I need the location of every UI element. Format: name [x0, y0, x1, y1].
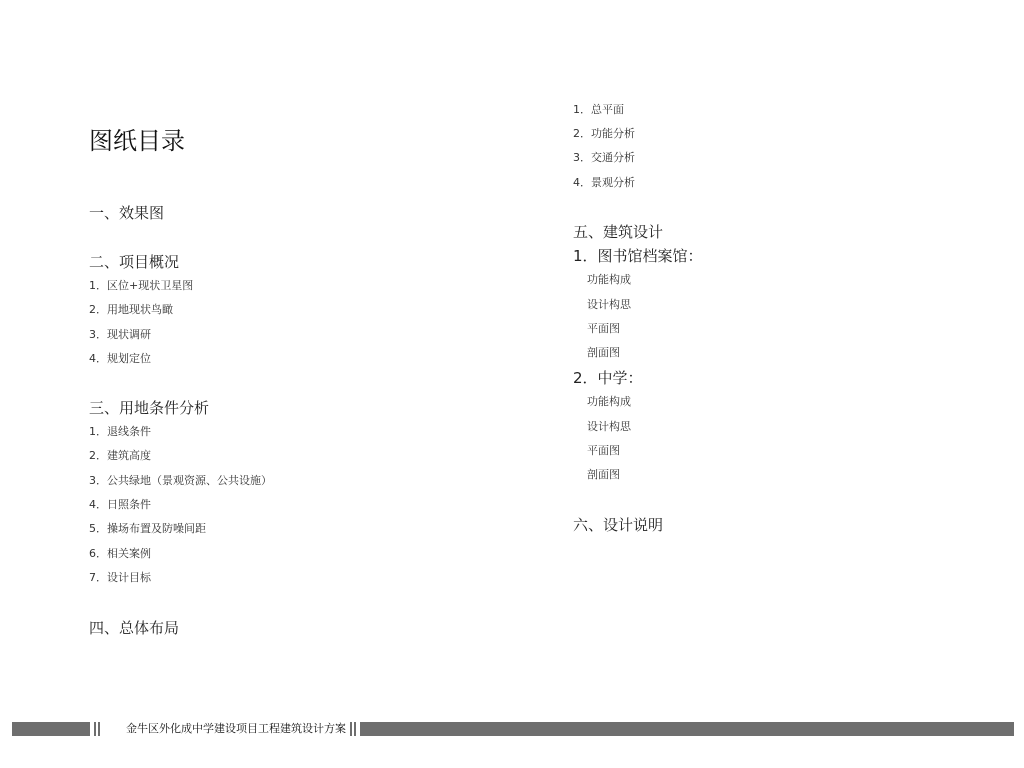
library-item: 平面图: [587, 322, 620, 335]
school-item: 剖面图: [587, 468, 620, 481]
school-item: 功能构成: [587, 395, 631, 408]
layout-item: 4．景观分析: [573, 176, 635, 189]
footer-divider: [94, 722, 96, 736]
library-item: 设计构思: [587, 298, 631, 311]
library-item: 剖面图: [587, 346, 620, 359]
section-renderings: 一、效果图: [89, 204, 165, 222]
section-layout: 四、总体布局: [89, 619, 180, 637]
site-analysis-item: 7．设计目标: [89, 571, 151, 584]
section-architecture: 五、建筑设计: [573, 223, 664, 241]
overview-item: 3．现状调研: [89, 328, 151, 341]
architecture-school: 2．中学：: [573, 369, 643, 387]
site-analysis-item: 6．相关案例: [89, 547, 151, 560]
footer-divider: [354, 722, 356, 736]
layout-item: 2．功能分析: [573, 127, 635, 140]
overview-item: 4．规划定位: [89, 352, 151, 365]
overview-item: 1．区位+现状卫星图: [89, 279, 194, 292]
architecture-library: 1．图书馆档案馆：: [573, 247, 703, 265]
library-item: 功能构成: [587, 273, 631, 286]
footer-divider: [350, 722, 352, 736]
site-analysis-item: 5．操场布置及防噪间距: [89, 522, 206, 535]
school-item: 平面图: [587, 444, 620, 457]
footer-bar-right: [360, 722, 1014, 736]
school-item: 设计构思: [587, 420, 631, 433]
site-analysis-item: 4．日照条件: [89, 498, 151, 511]
layout-item: 3．交通分析: [573, 151, 635, 164]
layout-item: 1．总平面: [573, 103, 624, 116]
site-analysis-item: 3．公共绿地（景观资源、公共设施）: [89, 474, 272, 487]
footer-divider: [98, 722, 100, 736]
footer-bar: [12, 722, 1014, 736]
page-title: 图纸目录: [89, 127, 185, 155]
overview-item: 2．用地现状鸟瞰: [89, 303, 173, 316]
section-design-notes: 六、设计说明: [573, 516, 664, 534]
section-site-analysis: 三、用地条件分析: [89, 399, 210, 417]
site-analysis-item: 1．退线条件: [89, 425, 151, 438]
section-overview: 二、项目概况: [89, 253, 180, 271]
footer-project-title: 金牛区外化成中学建设项目工程建筑设计方案: [126, 722, 346, 735]
footer-bar-left: [12, 722, 90, 736]
site-analysis-item: 2．建筑高度: [89, 449, 151, 462]
